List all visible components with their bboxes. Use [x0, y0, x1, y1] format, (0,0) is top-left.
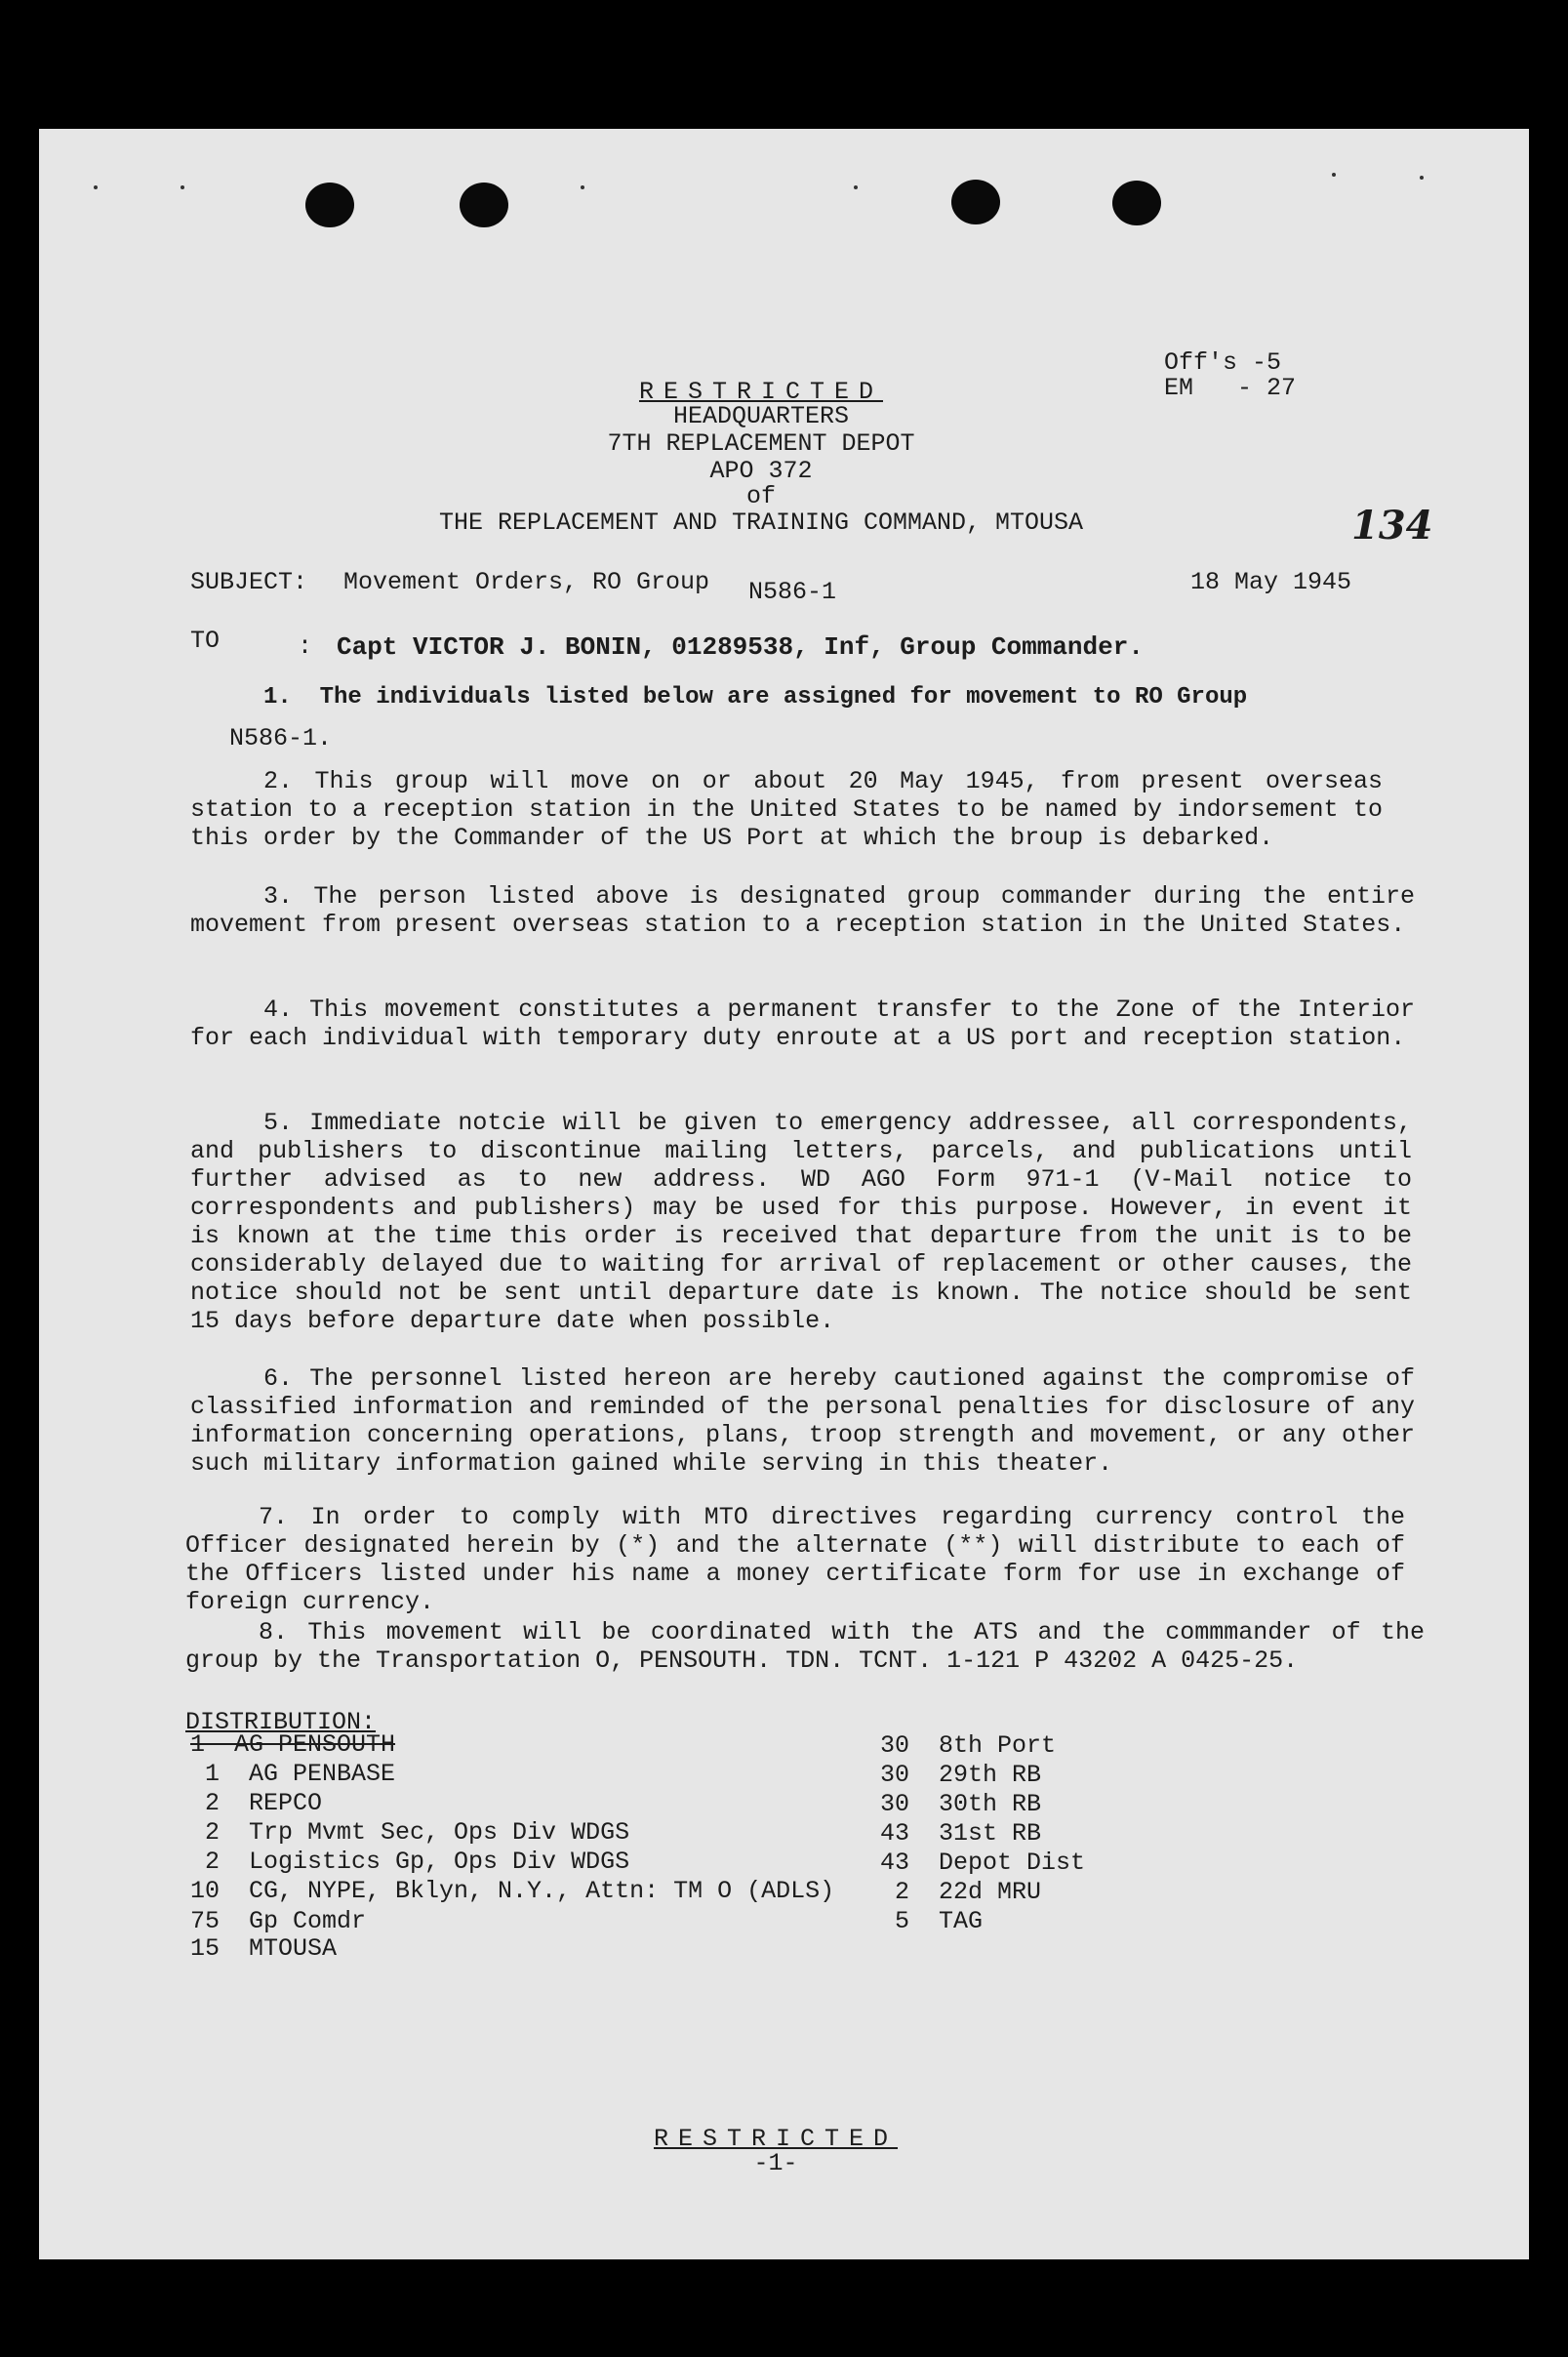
document-page	[39, 129, 1529, 2259]
distribution-right-item: 30 29th RB	[880, 1761, 1042, 1789]
subject-group-code: N586-1	[748, 578, 837, 606]
enlisted-count: EM - 27	[1164, 374, 1297, 402]
punch-hole-2	[460, 183, 508, 227]
punch-hole-3	[951, 180, 1000, 224]
classification-bottom: RESTRICTED	[653, 2125, 899, 2153]
paragraph-1-group: N586-1.	[229, 724, 333, 752]
punch-hole-4	[1112, 181, 1161, 225]
header-headquarters: HEADQUARTERS	[672, 402, 850, 430]
paragraph-8: 8. This movement will be coordinated with the ATS and the commmander of the group by the Transportation O, PENSOUTH. TDN. TCNT. 1-121 P 43202 A 0425-25.	[185, 1618, 1425, 1675]
distribution-left-item: 10 CG, NYPE, Bklyn, N.Y., Attn: TM O (ADLS)	[190, 1877, 835, 1905]
distribution-left-item: 2 Trp Mvmt Sec, Ops Div WDGS	[190, 1818, 630, 1847]
to-colon: :	[298, 632, 313, 661]
distribution-right-item: 2 22d MRU	[880, 1878, 1042, 1906]
distribution-left-item: 2 Logistics Gp, Ops Div WDGS	[190, 1848, 630, 1876]
page-number: -1-	[753, 2149, 798, 2177]
paragraph-6: 6. The personnel listed hereon are hereby cautioned against the compromise of classified information and reminded of the personal penalties for disclosure of any information concerning operations, plans, troop strength and movement, or any other such military information gained while serving in this theater.	[190, 1364, 1415, 1478]
distribution-left-item: 2 REPCO	[190, 1789, 323, 1817]
page-stamp-number: 134	[1351, 503, 1433, 549]
speck	[581, 185, 584, 189]
header-of: of	[745, 482, 776, 510]
distribution-left-item: 15 MTOUSA	[190, 1934, 338, 1963]
to-label: TO	[190, 627, 221, 655]
distribution-right-item: 43 31st RB	[880, 1819, 1042, 1848]
header-command: THE REPLACEMENT AND TRAINING COMMAND, MTOUSA	[438, 508, 1084, 537]
paragraph-2: 2. This group will move on or about 20 May 1945, from present overseas station to a reception station in the United States to be named by indorsement to this order by the Commander of the US Port at which the broup is debarked.	[190, 767, 1383, 852]
paragraph-5: 5. Immediate notcie will be given to emergency addressee, all correspondents, and publishers to discontinue mailing letters, parcels, and publications until further advised as to new address. WD AGO Form 971-1 (V-Mail notice to correspondents and publishers) may be used for this purpose. However, in event it is known at the time this order is received that departure from the unit is to be considerably delayed due to waiting for arrival of replacement or other causes, the notice should not be sent until departure date is known. The notice should be sent 15 days before departure date when possible.	[190, 1109, 1412, 1335]
speck	[1332, 173, 1336, 177]
distribution-right-item: 30 8th Port	[880, 1731, 1057, 1760]
speck	[854, 185, 858, 189]
paragraph-7: 7. In order to comply with MTO directives regarding currency control the Officer designated herein by (*) and the alternate (**) will distribute to each of the Officers listed under his name a money certificate form for use in exchange of foreign currency.	[185, 1503, 1405, 1616]
officer-count: Off's -5	[1164, 348, 1282, 377]
distribution-left-item: 1 AG PENBASE	[190, 1760, 396, 1788]
subject-label: SUBJECT:	[190, 568, 308, 596]
punch-hole-1	[305, 183, 354, 227]
classification-top: RESTRICTED	[638, 378, 884, 406]
header-depot: 7TH REPLACEMENT DEPOT	[607, 429, 915, 458]
header-apo: APO 372	[709, 457, 813, 485]
paragraph-4: 4. This movement constitutes a permanent transfer to the Zone of the Interior for each individual with temporary duty enroute at a US port and reception station.	[190, 996, 1415, 1052]
speck	[181, 185, 184, 189]
subject-text: Movement Orders, RO Group	[343, 568, 710, 596]
distribution-right-item: 5 TAG	[880, 1907, 984, 1935]
distribution-right-item: 30 30th RB	[880, 1790, 1042, 1818]
speck	[1420, 176, 1424, 180]
distribution-left-item: 1 AG PENSOUTH	[190, 1730, 396, 1759]
subject-date: 18 May 1945	[1190, 568, 1352, 596]
paragraph-1: 1. The individuals listed below are assigned for movement to RO Group	[263, 684, 1248, 711]
speck	[94, 185, 98, 189]
distribution-right-item: 43 Depot Dist	[880, 1849, 1086, 1877]
distribution-heading: DISTRIBUTION:	[185, 1708, 377, 1736]
to-addressee: Capt VICTOR J. BONIN, 01289538, Inf, Group Commander.	[337, 632, 1144, 662]
distribution-left-item: 75 Gp Comdr	[190, 1907, 367, 1935]
paragraph-3: 3. The person listed above is designated group commander during the entire movement from present overseas station to a reception station in the United States.	[190, 882, 1415, 939]
